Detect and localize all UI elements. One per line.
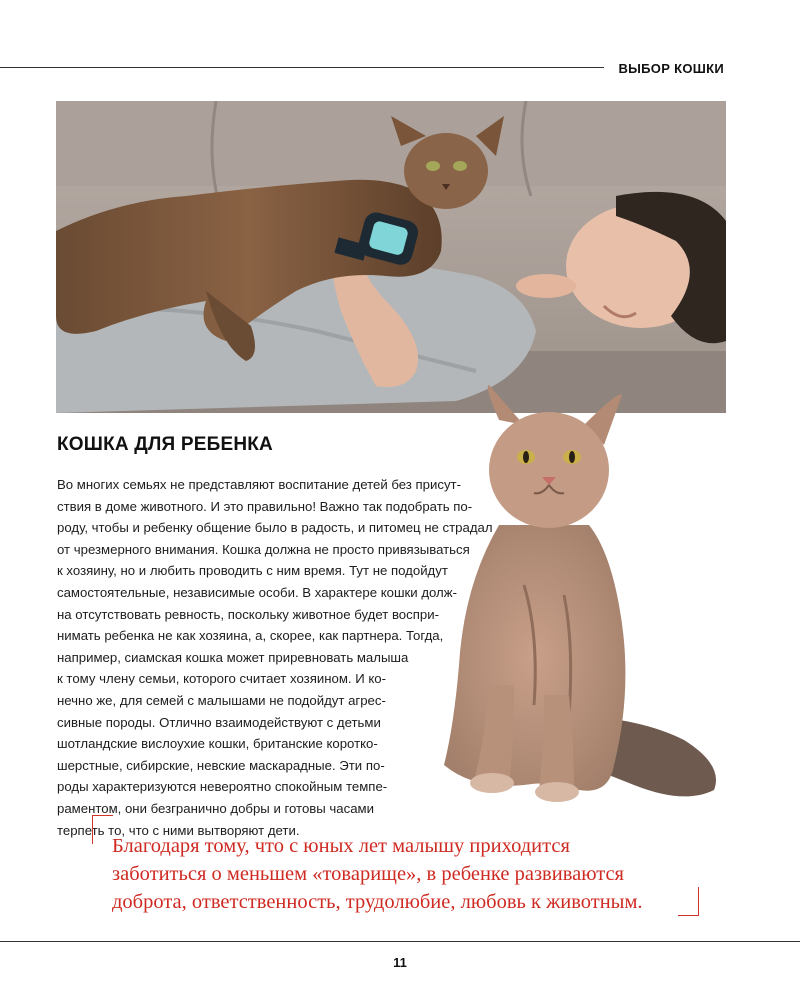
article-line: роды характеризуются невероятно спокойным темпе- [57,779,388,795]
article-line: нечно же, для семей с малышами не подойдут агрес- [57,692,386,708]
article-line: терпеть то, что с ними вытворяют дети. [57,822,300,838]
article-heading: КОШКА ДЛЯ РЕБЕНКА [57,434,273,455]
article-line: сивные породы. Отлично взаимодействуют с детьми [57,714,381,730]
quote-frame-corner-top-left [92,815,113,844]
article-line: ствия в доме животного. И это правильно! Важно так подобрать по- [57,498,473,514]
photo-boy-with-cat [56,101,726,413]
article-line: к хозяину, но и любить проводить с ним время. Тут не подойдут [57,563,448,579]
quote-line: Благодаря тому, что с юных лет малышу приходится [112,835,570,857]
article-line: к тому члену семьи, которого считает хозяином. И ко- [57,671,386,687]
section-title: ВЫБОР КОШКИ [618,61,724,76]
article-line: шотландские вислоухие кошки, британские коротко- [57,736,378,752]
pull-quote [112,832,692,916]
photo-sitting-cat [404,385,728,805]
article-line: шерстные, сибирские, невские маскарадные. Эти по- [57,757,385,773]
article-line: самостоятельные, независимые особи. В характере кошки долж- [57,584,457,600]
header-rule [0,67,604,68]
article-line: роду, чтобы и ребенку общение было в радость, и питомец не страдал [57,520,493,536]
footer-rule [0,941,800,942]
article-line: Во многих семьях не представляют воспитание детей без присут- [57,477,461,492]
article-line: нимать ребенка не как хозяина, а, скорее, как партнера. Тогда, [57,628,444,644]
quote-line: заботиться о меньшем «товарище», в ребенке развиваются [112,863,624,885]
article-line: на отсутствовать ревность, поскольку животное будет воспри- [57,606,439,622]
article-line: от чрезмерного внимания. Кошка должна не просто привязываться [57,541,470,557]
article-line: например, сиамская кошка может приревновать малыша [57,649,409,665]
page-number: 11 [393,955,407,970]
quote-line: доброта, ответственность, трудолюбие, любовь к животным. [112,891,643,913]
article-line: раментом, они безгранично добры и готовы часами [57,800,374,816]
